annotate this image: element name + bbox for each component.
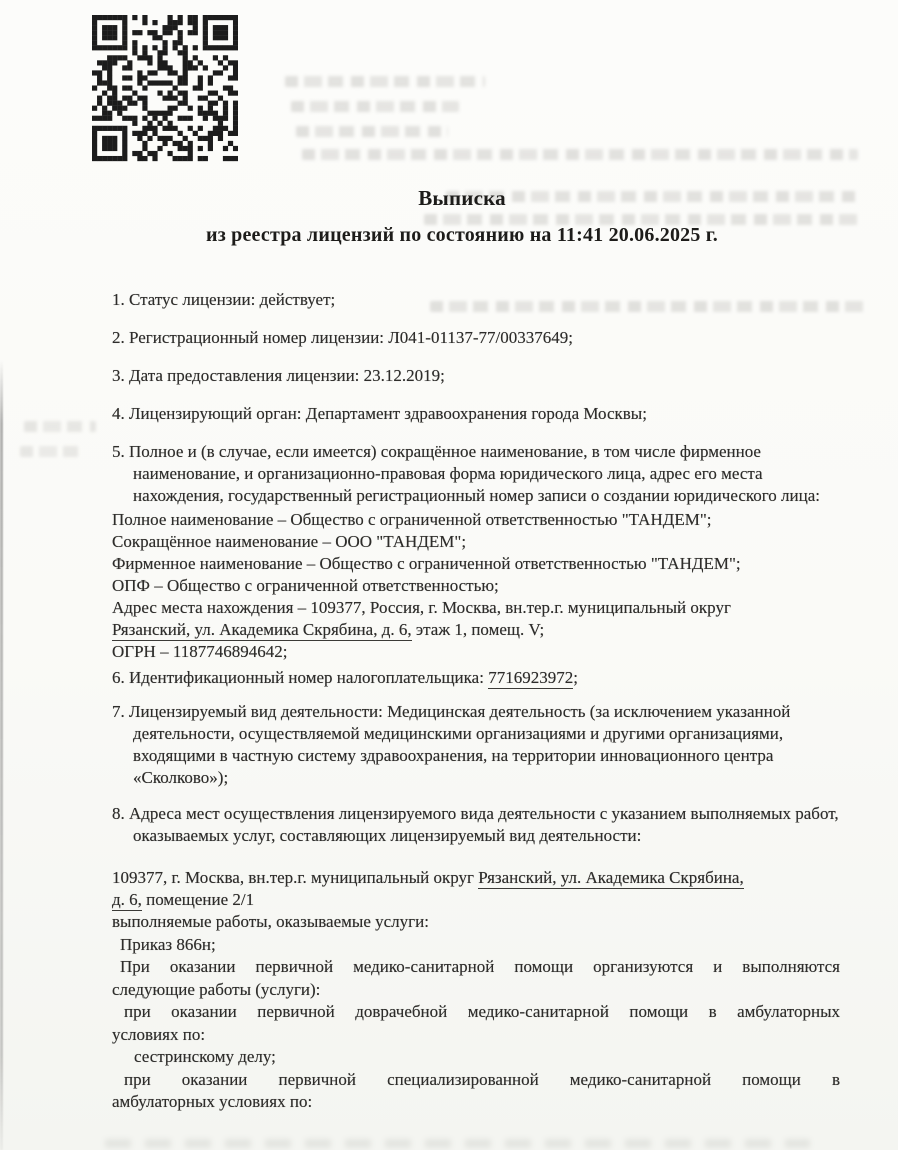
item-text: Регистрационный номер лицензии: Л041-01137-77/00337649; <box>129 328 573 347</box>
org-address-rest: этаж 1, помещ. V; <box>411 620 545 639</box>
organization-details <box>112 509 840 663</box>
org-address-underlined: Рязанский, ул. Академика Скрябина, д. 6, <box>112 620 412 639</box>
list-item-activity <box>112 701 840 789</box>
activity-address-line1 <box>112 867 840 889</box>
qr-code-svg <box>92 11 238 165</box>
address-underlined: Рязанский, ул. Академика Скрябина, <box>478 868 744 887</box>
activity-address-line2 <box>112 889 840 911</box>
bleedthrough-line <box>24 421 96 432</box>
works-para3-line1: при оказании первичной специализированной медико-санитарной помощи в <box>124 1069 840 1089</box>
works-para1-line1: При оказании первичной медико-санитарной помощи организуются и выполняются <box>120 957 840 976</box>
bleedthrough-line <box>285 76 485 87</box>
org-full-name: Полное наименование – Общество с ограниченной ответственностью "ТАНДЕМ"; <box>112 510 712 529</box>
address-underlined: д. 6, <box>112 890 142 909</box>
list-item-names-heading <box>112 441 840 507</box>
item-number: 2. <box>112 328 125 347</box>
document-subtitle: из реестра лицензий по состоянию на 11:41 20.06.2025 г. <box>205 224 718 246</box>
list-item-addresses-heading <box>112 803 840 847</box>
list-item-reg-number <box>112 327 840 349</box>
document-title: Выписка <box>418 186 506 210</box>
item-text: Статус лицензии: действует; <box>129 290 336 309</box>
item-number: 6. <box>112 668 125 687</box>
address-plain: помещение 2/1 <box>141 890 255 909</box>
works-para2-line2: условиях по: <box>112 1024 206 1044</box>
works-para3-line2: амбулаторных условиях по: <box>112 1092 313 1111</box>
item-number: 7. <box>112 702 125 721</box>
item-text: Дата предоставления лицензии: 23.12.2019; <box>129 366 445 385</box>
item-number: 3. <box>112 366 125 385</box>
works-para1-line2: следующие работы (услуги): <box>112 979 321 999</box>
org-address-line1: Адрес места нахождения – 109377, Россия, г. Москва, вн.тер.г. муниципальный округ <box>112 598 731 617</box>
works-services-section <box>112 911 840 1114</box>
bleedthrough-line <box>20 446 80 457</box>
document-title-block <box>100 186 824 247</box>
qr-code <box>92 11 238 165</box>
org-short-name: Сокращённое наименование – ООО "ТАНДЕМ"; <box>112 532 467 551</box>
org-opf: ОПФ – Общество с ограниченной ответственностью; <box>112 576 499 595</box>
bleedthrough-line <box>296 126 448 137</box>
bleedthrough-band <box>105 1139 810 1148</box>
works-para2-line1: при оказании первичной доврачебной медико-санитарной помощи в амбулаторных <box>124 1002 840 1021</box>
org-ogrn: ОГРН – 1187746894642; <box>112 642 288 661</box>
list-item-authority <box>112 403 840 425</box>
works-intro: выполняемые работы, оказываемые услуги: <box>112 912 429 931</box>
item-text: Лицензирующий орган: Департамент здравоохранения города Москвы; <box>129 404 647 423</box>
item-number: 4. <box>112 404 125 423</box>
list-item-status <box>112 289 840 311</box>
page-edge-shadow <box>0 360 3 1150</box>
item-text: Полное и (в случае, если имеется) сокращённое наименование, в том числе фирменное наименование, и организационно-правовая форма юридического лица, адрес его места нахождения, государственный регистрационный номер записи о создании юридического лица: <box>129 442 821 505</box>
order-reference: Приказ 866н; <box>120 934 216 954</box>
org-address-line2 <box>112 619 840 641</box>
org-brand-name: Фирменное наименование – Общество с ограниченной ответственностью "ТАНДЕМ"; <box>112 554 741 573</box>
item-text-tail: ; <box>573 668 578 687</box>
bleedthrough-line <box>302 149 858 160</box>
item-text: Лицензируемый вид деятельности: Медицинская деятельность (за исключением указанной деятельности, осуществляемой медицинскими организациями и другими организациями, входящими в частную систему здравоохранения, на территории инновационного центра «Сколково»); <box>129 702 791 787</box>
item-text: Идентификационный номер налогоплательщика: <box>129 668 489 687</box>
list-item-inn <box>112 667 840 689</box>
item-text: Адреса мест осуществления лицензируемого вида деятельности с указанием выполняемых работ, оказываемых услуг, составляющих лицензируемый вид деятельности: <box>129 804 839 845</box>
item-number: 8. <box>112 804 125 823</box>
item-number: 5. <box>112 442 125 461</box>
bleedthrough-line <box>291 101 459 112</box>
inn-value: 7716923972 <box>488 668 574 687</box>
list-item-grant-date <box>112 365 840 387</box>
address-plain: 109377, г. Москва, вн.тер.г. муниципальный округ <box>112 868 479 887</box>
service-nursing: сестринскому делу; <box>134 1047 276 1066</box>
item-number: 1. <box>112 290 125 309</box>
document-body <box>112 289 840 1114</box>
activity-address-block <box>112 867 840 911</box>
